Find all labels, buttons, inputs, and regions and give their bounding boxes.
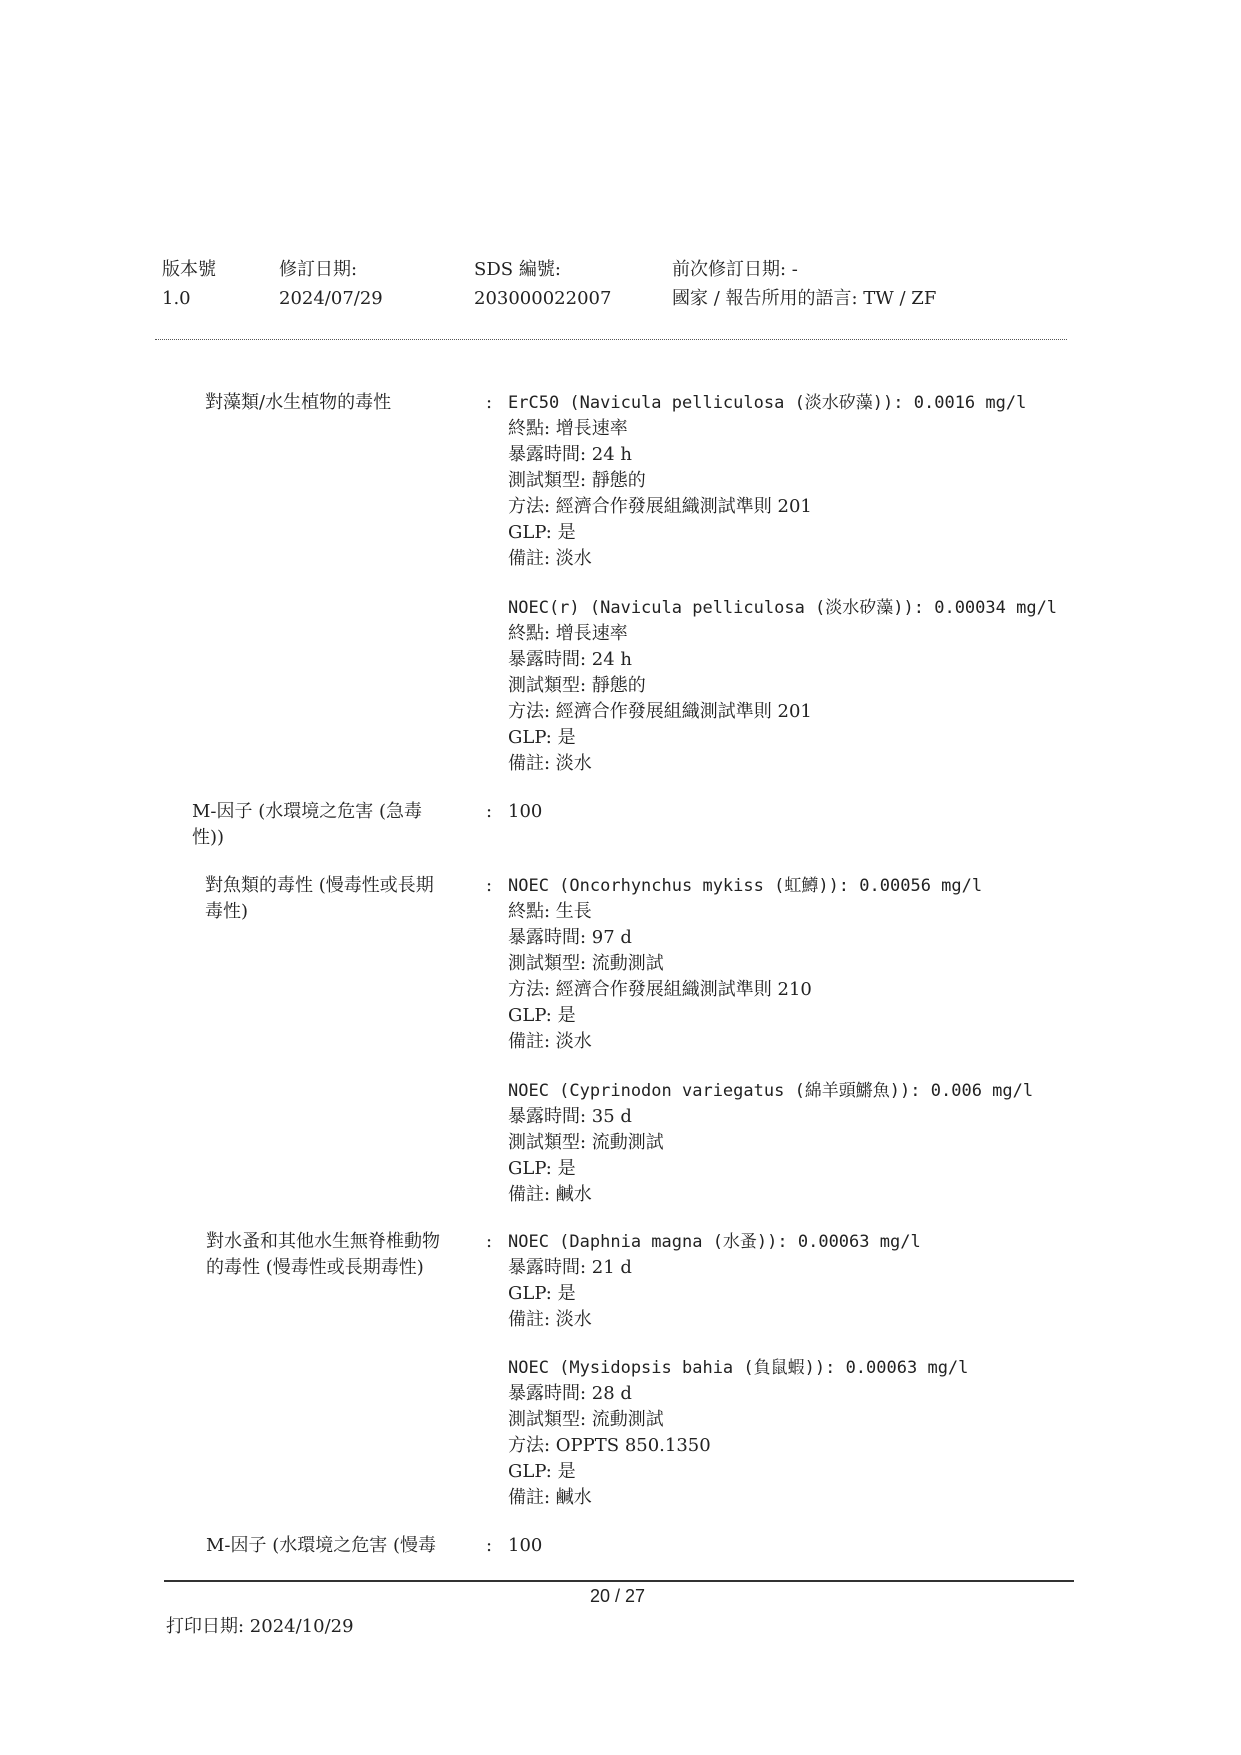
m-factor-chronic-value: 100 <box>508 1535 543 1556</box>
algae-value-line: 暴露時間: 24 h <box>508 649 633 670</box>
algae-block-2 <box>508 595 1057 777</box>
label-line: 性)) <box>192 827 225 848</box>
fish-block-2 <box>508 1078 1033 1208</box>
daphnia-block-2 <box>508 1355 968 1511</box>
version-label: 版本號 <box>162 259 216 280</box>
sds-column <box>474 255 611 313</box>
version-value: 1.0 <box>162 288 191 309</box>
label-line: 毒性) <box>205 901 249 922</box>
header-divider <box>155 339 1067 340</box>
algae-value-line: GLP: 是 <box>508 522 576 543</box>
daphnia-block-1 <box>508 1229 921 1333</box>
label-line: 對水蚤和其他水生無脊椎動物 <box>206 1231 440 1252</box>
colon: : <box>486 801 493 822</box>
colon: : <box>486 1535 493 1556</box>
country-language: 國家 / 報告所用的語言: TW / ZF <box>672 288 937 309</box>
label-line: 對魚類的毒性 (慢毒性或長期 <box>205 875 434 896</box>
algae-label: 對藻類/水生植物的毒性 <box>205 392 392 413</box>
sds-label: SDS 編號: <box>474 259 561 280</box>
fish-value-line: NOEC (Oncorhynchus mykiss (虹鱒)): 0.00056 mg/l <box>508 876 983 896</box>
daphnia-value-line: 備註: 淡水 <box>508 1309 592 1330</box>
colon: : <box>486 1231 493 1252</box>
fish-value-line: NOEC (Cyprinodon variegatus (綿羊頭鱂魚)): 0.006 mg/l <box>508 1081 1034 1101</box>
algae-value-line: 方法: 經濟合作發展組織測試準則 201 <box>508 496 812 517</box>
footer-divider <box>164 1580 1074 1582</box>
daphnia-value-line: 備註: 鹹水 <box>508 1487 592 1508</box>
daphnia-value-line: 暴露時間: 28 d <box>508 1383 632 1404</box>
revision-label: 修訂日期: <box>279 259 358 280</box>
label-line: 的毒性 (慢毒性或長期毒性) <box>206 1257 424 1278</box>
daphnia-value-line: 暴露時間: 21 d <box>508 1257 632 1278</box>
print-date: 打印日期: 2024/10/29 <box>166 1616 354 1637</box>
fish-value-line: 方法: 經濟合作發展組織測試準則 210 <box>508 979 812 1000</box>
fish-value-line: 暴露時間: 35 d <box>508 1106 632 1127</box>
colon: : <box>486 392 493 413</box>
fish-value-line: 測試類型: 流動測試 <box>508 1132 664 1153</box>
fish-value-line: GLP: 是 <box>508 1005 576 1026</box>
prev-revision: 前次修訂日期: - <box>672 259 798 280</box>
version-column <box>162 255 216 313</box>
algae-value-line: 測試類型: 靜態的 <box>508 470 646 491</box>
algae-value-line: 暴露時間: 24 h <box>508 444 633 465</box>
label-line: M-因子 (水環境之危害 (急毒 <box>192 801 422 822</box>
m-factor-chronic-label: M-因子 (水環境之危害 (慢毒 <box>206 1535 436 1556</box>
algae-value-line: 方法: 經濟合作發展組織測試準則 201 <box>508 701 812 722</box>
fish-chronic-label <box>205 873 470 925</box>
prev-revision-column <box>672 255 936 313</box>
fish-value-line: 測試類型: 流動測試 <box>508 953 664 974</box>
sds-value: 203000022007 <box>474 288 612 309</box>
colon: : <box>486 875 493 896</box>
algae-value-line: GLP: 是 <box>508 727 576 748</box>
algae-value-line: NOEC(r) (Navicula pelliculosa (淡水矽藻)): 0.00034 mg/l <box>508 598 1058 618</box>
m-factor-acute-label <box>192 799 457 851</box>
daphnia-value-line: NOEC (Mysidopsis bahia (負鼠蝦)): 0.00063 mg/l <box>508 1358 969 1378</box>
fish-value-line: 終點: 生長 <box>508 901 592 922</box>
algae-value-line: 終點: 增長速率 <box>508 623 628 644</box>
algae-value-line: ErC50 (Navicula pelliculosa (淡水矽藻)): 0.0016 mg/l <box>508 393 1027 413</box>
daphnia-value-line: GLP: 是 <box>508 1283 576 1304</box>
daphnia-value-line: 方法: OPPTS 850.1350 <box>508 1435 711 1456</box>
daphnia-chronic-label <box>206 1229 471 1281</box>
algae-value-line: 測試類型: 靜態的 <box>508 675 646 696</box>
page-number: 20 / 27 <box>590 1586 646 1606</box>
revision-value: 2024/07/29 <box>279 288 383 309</box>
fish-block-1 <box>508 873 982 1055</box>
algae-value-line: 備註: 淡水 <box>508 548 592 569</box>
daphnia-value-line: 測試類型: 流動測試 <box>508 1409 664 1430</box>
algae-value-line: 備註: 淡水 <box>508 753 592 774</box>
fish-value-line: GLP: 是 <box>508 1158 576 1179</box>
fish-value-line: 備註: 淡水 <box>508 1031 592 1052</box>
m-factor-acute-value: 100 <box>508 801 543 822</box>
daphnia-value-line: GLP: 是 <box>508 1461 576 1482</box>
daphnia-value-line: NOEC (Daphnia magna (水蚤)): 0.00063 mg/l <box>508 1232 921 1252</box>
fish-value-line: 備註: 鹹水 <box>508 1184 592 1205</box>
algae-block-1 <box>508 390 1026 572</box>
algae-value-line: 終點: 增長速率 <box>508 418 628 439</box>
revision-column <box>279 255 383 313</box>
fish-value-line: 暴露時間: 97 d <box>508 927 632 948</box>
